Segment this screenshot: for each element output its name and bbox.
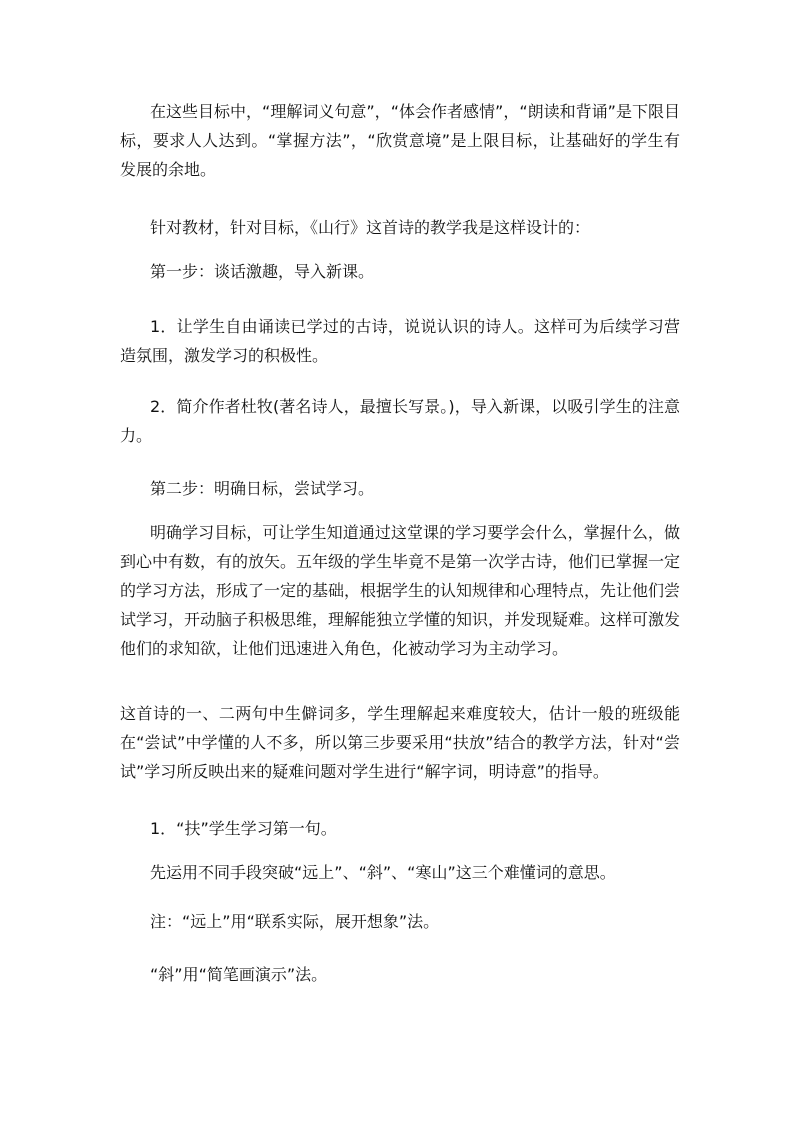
paragraph-step-two: 第二步：明确日标，尝试学习。	[150, 479, 375, 498]
paragraph-difficult-words: 先运用不同手段突破“远上”、“斜”、“寒山”这三个难懂词的意思。	[150, 863, 616, 882]
paragraph-note-yuanshang: 注：“远上”用“联系实际，展开想象”法。	[150, 912, 440, 931]
paragraph-note-xie: “斜”用“简笔画演示”法。	[150, 965, 328, 984]
paragraph-item-1: 1．让学生自由诵读已学过的古诗，说说认识的诗人。这样可为后续学习营造氛围，激发学习的积极性。	[120, 317, 680, 365]
paragraph-goals: 在这些目标中，“理解词义句意”，“体会作者感情”，“朗读和背诵”是下限目标，要求人人达到。“掌握方法”，“欣赏意境”是上限目标，让基础好的学生有发展的余地。	[120, 102, 680, 179]
paragraph-learning-goals: 明确学习目标，可让学生知道通过这堂课的学习要学会什么，掌握什么，做到心中有数，有的放矢。五年级的学生毕竟不是第一次学古诗，他们已掌握一定的学习方法，形成了一定的基础，根据学生的认知规律和心理特点，先让他们尝试学习，开动脑子积极思维，理解能独立学懂的知识，并发现疑难。这样可激发他们的求知欲，让他们迅速进入角色，化被动学习为主动学习。	[120, 523, 681, 658]
paragraph-design-intro: 针对教材，针对目标，《山行》这首诗的教学我是这样设计的：	[150, 218, 591, 237]
paragraph-step-one: 第一步：谈话激趣，导入新课。	[150, 262, 375, 281]
paragraph-item-2: 2．简介作者杜牧(著名诗人，最擅长写景。)，导入新课，以吸引学生的注意力。	[120, 397, 680, 445]
paragraph-step-three: 这首诗的一、二两句中生僻词多，学生理解起来难度较大，估计一般的班级能在“尝试”中学懂的人不多，所以第三步要采用“扶放”结合的教学方法，针对“尝试”学习所反映出来的疑难问题对学生进行“解字词，明诗意”的指导。	[120, 704, 680, 781]
paragraph-item-fu: 1．“扶”学生学习第一句。	[150, 819, 337, 838]
